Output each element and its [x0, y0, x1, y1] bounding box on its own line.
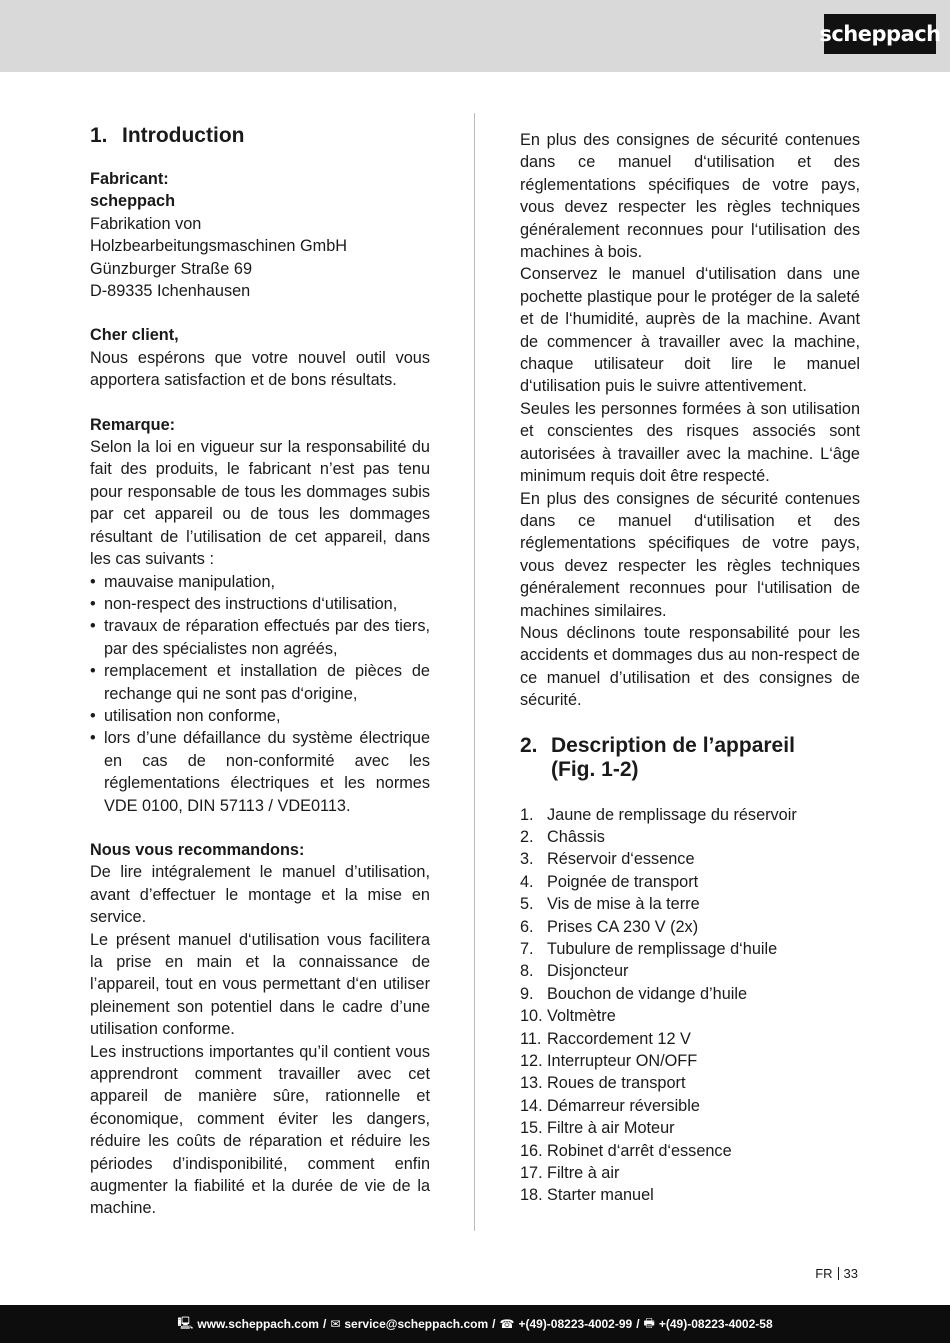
list-item — [520, 826, 860, 848]
list-item — [520, 1184, 860, 1206]
page-language: FR — [815, 1266, 833, 1281]
manufacturer-line: Günzburger Straße 69 — [90, 259, 252, 278]
footer-separator: / — [636, 1317, 640, 1331]
left-column — [90, 124, 430, 1220]
bullet-item: • utilisation non conforme, — [90, 705, 430, 727]
greeting-label: Cher client, — [90, 326, 179, 345]
remark-bullet-list — [90, 571, 430, 817]
list-item — [520, 1072, 860, 1094]
heading-title-line: Description de l’appareil — [551, 733, 795, 757]
list-item — [520, 804, 860, 826]
section-heading-introduction — [90, 124, 430, 148]
part-label: Filtre à air — [547, 1164, 620, 1183]
part-label: Voltmètre — [547, 1007, 616, 1026]
part-number: 5. — [520, 895, 534, 914]
part-number: 10. — [520, 1007, 543, 1026]
right-column — [520, 129, 860, 1207]
part-label: Tubulure de remplissage d‘huile — [547, 940, 778, 958]
remark-text: Selon la loi en vigueur sur la responsabilité du fait des produits, le fabricant n’est pas tenu pour responsable de tous les dommages subis par cet appareil ou de tous les dommages résultant de l’utilisation de cet appareil, dans les cas suivants : — [90, 438, 430, 569]
part-number: 9. — [520, 984, 534, 1003]
manufacturer-name: scheppach — [90, 192, 176, 211]
part-number: 6. — [520, 917, 534, 936]
part-number: 15. — [520, 1119, 543, 1138]
recommend-paragraph: De lire intégralement le manuel d’utilisation, avant d’effectuer le montage et la mise en service. — [90, 863, 430, 927]
body-paragraph: En plus des consignes de sécurité contenues dans ce manuel d‘utilisation et des réglementations spécifiques de votre pays, vous devez respecter les règles techniques généralement reconnues pour l‘utilisation des machines à bois. — [520, 131, 860, 262]
part-label: Vis de mise à la terre — [547, 895, 700, 914]
part-number: 16. — [520, 1141, 543, 1160]
list-item — [520, 1005, 860, 1027]
part-label: Bouchon de vidange d’huile — [547, 984, 748, 1003]
part-label: Filtre à air Moteur — [547, 1119, 675, 1138]
fax-icon: 🖶 — [643, 1315, 655, 1330]
list-item — [520, 1162, 860, 1184]
heading-number: 2. — [520, 733, 538, 757]
bullet-item: • mauvaise manipulation, — [90, 571, 430, 593]
list-item — [520, 1117, 860, 1139]
part-label: Starter manuel — [547, 1186, 654, 1205]
footer-email[interactable]: service@scheppach.com — [344, 1317, 489, 1331]
column-divider — [474, 113, 475, 1231]
bullet-item: • lors d’une défaillance du système électrique en cas de non-conformité avec les réglementations électriques et les normes VDE 0100, DIN 57113 / VDE0113. — [90, 727, 430, 817]
manufacturer-line: D-89335 Ichenhausen — [90, 282, 251, 301]
footer-website[interactable]: www.scheppach.com — [197, 1317, 319, 1331]
remark-block — [90, 414, 430, 817]
header-bar — [0, 0, 950, 72]
list-item — [520, 871, 860, 893]
manufacturer-label: Fabricant: — [90, 170, 169, 188]
manufacturer-line: Holzbearbeitungsmaschinen GmbH — [90, 237, 348, 256]
greeting-text: Nous espérons que votre nouvel outil vous apportera satisfaction et de bons résultats. — [90, 348, 430, 390]
list-item — [520, 893, 860, 915]
remark-label: Remarque: — [90, 415, 176, 434]
recommend-label: Nous vous recommandons: — [90, 840, 305, 859]
page-number-value: 33 — [843, 1266, 858, 1281]
part-label: Démarreur réversible — [547, 1096, 700, 1115]
footer-separator: / — [492, 1317, 496, 1331]
list-item — [520, 938, 860, 960]
part-label: Réservoir d‘essence — [547, 850, 695, 869]
part-label: Robinet d‘arrêt d‘essence — [547, 1141, 732, 1160]
part-number: 14. — [520, 1096, 543, 1115]
telephone-icon: ☎ — [499, 1317, 515, 1331]
section-heading-description — [520, 734, 860, 782]
part-number: 1. — [520, 805, 534, 824]
part-number: 4. — [520, 872, 534, 891]
list-item — [520, 1028, 860, 1050]
footer-fax: +(49)-08223-4002-58 — [658, 1317, 773, 1331]
heading-title: Introduction — [122, 124, 245, 147]
part-label: Disjoncteur — [547, 962, 629, 981]
list-item — [520, 960, 860, 982]
scheppach-logo: scheppach — [824, 14, 936, 54]
part-label: Châssis — [547, 827, 605, 846]
list-item — [520, 1050, 860, 1072]
part-number: 17. — [520, 1164, 543, 1183]
part-label: Roues de transport — [547, 1074, 686, 1093]
list-item — [520, 916, 860, 938]
parts-list — [520, 804, 860, 1207]
part-number: 18. — [520, 1186, 543, 1205]
part-number: 13. — [520, 1074, 543, 1093]
safety-text-block — [520, 129, 860, 712]
computer-icon: 🖳 — [177, 1315, 194, 1330]
recommend-paragraph: Les instructions importantes qu’il contient vous apprendront comment travailler avec cet appareil de manière sûre, rationnelle et économique, comment éviter les dangers, réduire les coûts de réparation et réduire les périodes d’indisponibilité, comment enfin augmenter la fiabilité et la durée de vie de la machine. — [90, 1042, 430, 1218]
envelope-icon: ✉ — [330, 1317, 341, 1331]
list-item — [520, 983, 860, 1005]
heading-title-line: (Fig. 1-2) — [551, 757, 639, 781]
part-number: 3. — [520, 850, 534, 869]
heading-number: 1. — [90, 124, 108, 147]
part-label: Interrupteur ON/OFF — [547, 1052, 698, 1071]
recommend-block — [90, 839, 430, 1220]
footer-separator: / — [322, 1317, 327, 1331]
list-item — [520, 848, 860, 870]
list-item — [520, 1140, 860, 1162]
part-number: 11. — [520, 1029, 542, 1048]
page-number — [815, 1266, 858, 1281]
greeting-block — [90, 324, 430, 391]
part-label: Poignée de transport — [547, 872, 699, 891]
part-label: Raccordement 12 V — [547, 1029, 691, 1048]
body-paragraph: En plus des consignes de sécurité contenues dans ce manuel d‘utilisation et des réglementations spécifiques de votre pays, vous devez respecter les règles techniques généralement reconnues pour l‘utilisation de machines similaires. — [520, 489, 860, 620]
body-paragraph: Conservez le manuel d‘utilisation dans une pochette plastique pour le protéger de la saleté et de l‘humidité, auprès de la machine. Avant de commencer à travailler avec la machine, chaque utilisateur doit lire le manuel d‘utilisation puis le suivre attentivement. — [520, 265, 860, 396]
part-label: Prises CA 230 V (2x) — [547, 917, 699, 936]
footer-contact-bar — [0, 1305, 950, 1343]
bullet-item: • remplacement et installation de pièces de rechange qui ne sont pas d‘origine, — [90, 660, 430, 705]
bullet-item: • travaux de réparation effectués par des tiers, par des spécialistes non agréés, — [90, 615, 430, 660]
page-number-separator — [838, 1267, 839, 1280]
bullet-item: • non-respect des instructions d‘utilisation, — [90, 593, 430, 615]
body-paragraph: Nous déclinons toute responsabilité pour les accidents et dommages dus au non-respect de ce manuel d’utilisation et des consignes de sécurité. — [520, 623, 860, 710]
part-number: 7. — [520, 940, 534, 958]
part-label: Jaune de remplissage du réservoir — [547, 805, 797, 824]
part-number: 12. — [520, 1052, 543, 1071]
footer-phone: +(49)-08223-4002-99 — [518, 1317, 633, 1331]
part-number: 8. — [520, 962, 534, 981]
recommend-paragraph: Le présent manuel d‘utilisation vous facilitera la prise en main et la connaissance de l’appareil, tout en vous permettant d‘en utiliser pleinement son potentiel dans le cadre d’une utilisation conforme. — [90, 930, 430, 1039]
body-paragraph: Seules les personnes formées à son utilisation et conscientes des risques associés sont autorisées à travailler avec la machine. L‘âge minimum requis doit être respecté. — [520, 399, 860, 486]
heading-title — [551, 734, 795, 782]
manufacturer-block — [90, 168, 430, 302]
part-number: 2. — [520, 827, 534, 846]
list-item — [520, 1095, 860, 1117]
manufacturer-line: Fabrikation von — [90, 214, 202, 233]
